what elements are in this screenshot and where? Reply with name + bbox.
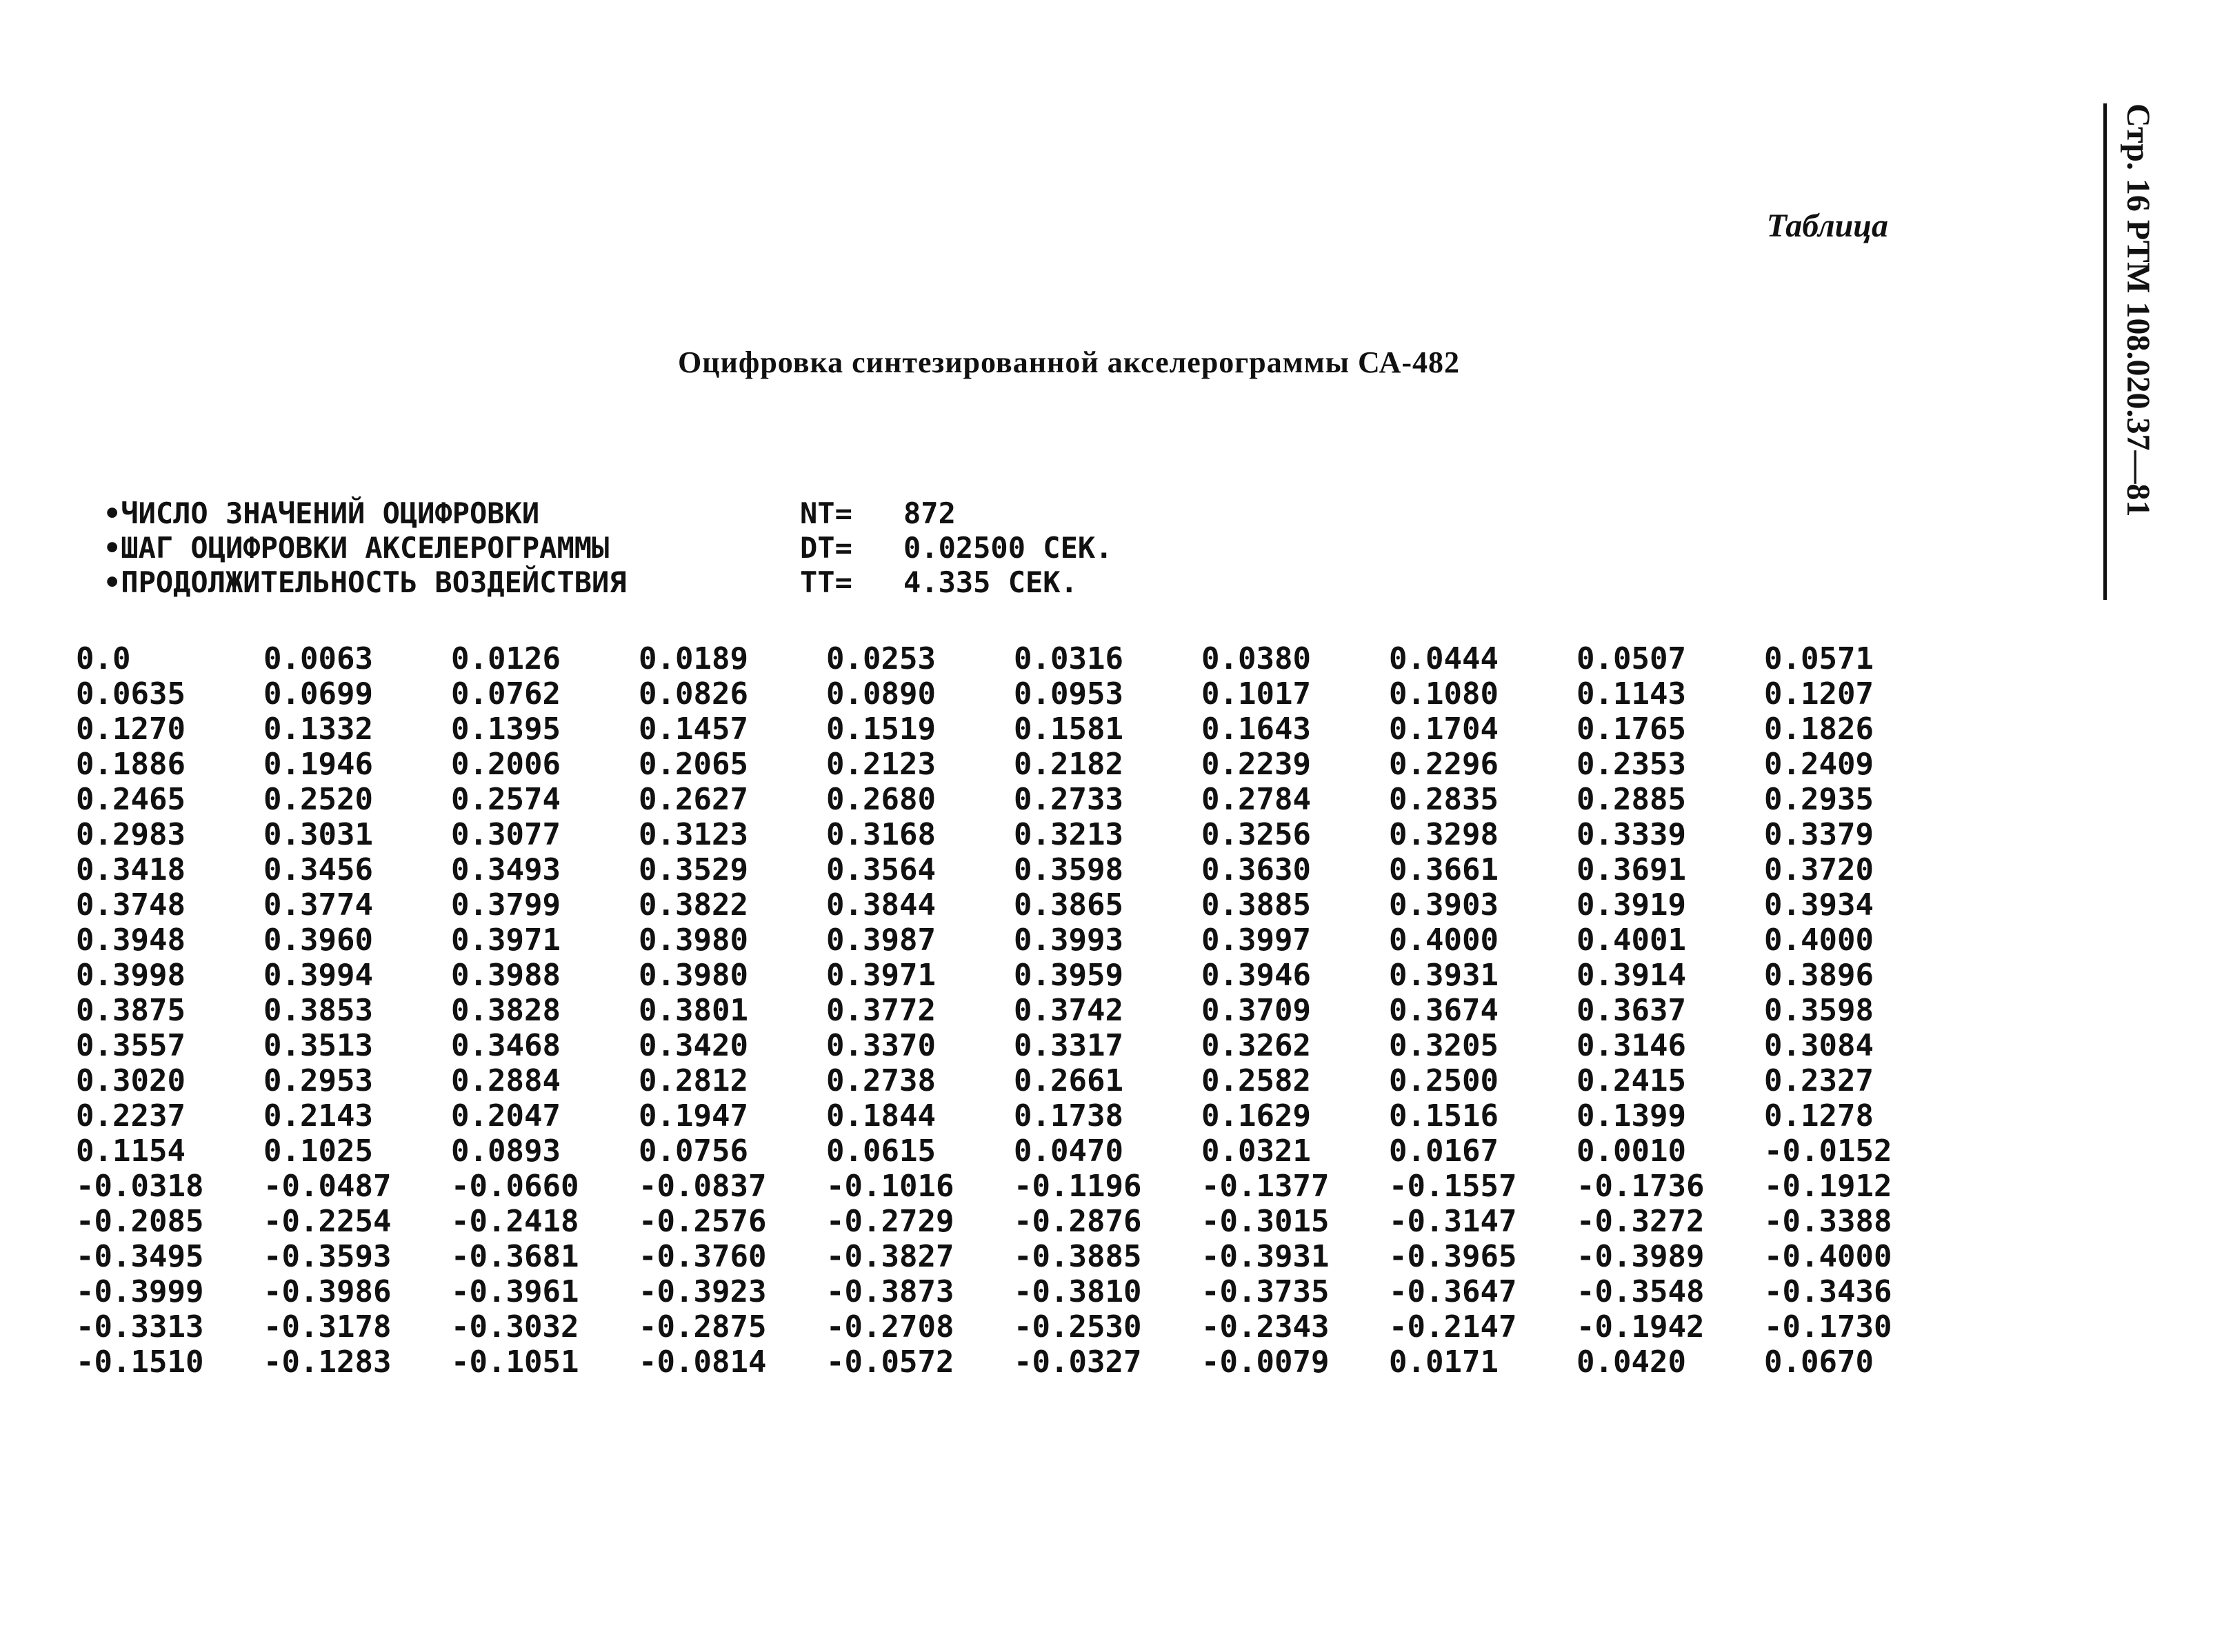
table-cell: 0.1207: [1764, 676, 1874, 712]
table-cell: 0.3931: [1389, 958, 1499, 993]
table-cell: 0.3262: [1201, 1028, 1311, 1063]
table-cell: 0.1399: [1576, 1098, 1686, 1134]
table-cell: -0.1283: [263, 1344, 392, 1380]
table-cell: -0.1942: [1576, 1309, 1705, 1344]
table-cell: -0.3810: [1014, 1274, 1142, 1309]
table-row: [76, 1239, 1952, 1274]
table-cell: 0.0010: [1576, 1134, 1686, 1169]
table-cell: 0.1516: [1389, 1098, 1499, 1134]
table-cell: 0.2582: [1201, 1063, 1311, 1098]
table-cell: 0.0171: [1389, 1344, 1499, 1380]
table-cell: -0.3548: [1576, 1274, 1705, 1309]
table-row: [76, 676, 1952, 712]
table-cell: -0.0318: [76, 1169, 204, 1204]
table-cell: -0.3999: [76, 1274, 204, 1309]
table-cell: 0.3988: [451, 958, 561, 993]
table-cell: 0.2738: [826, 1063, 936, 1098]
table-cell: 0.3674: [1389, 993, 1499, 1028]
table-cell: 0.3959: [1014, 958, 1123, 993]
table-row: [76, 641, 1952, 676]
table-cell: 0.3748: [76, 887, 186, 923]
table-cell: 0.1332: [263, 712, 373, 747]
table-cell: 0.2237: [76, 1098, 186, 1134]
table-cell: 0.2296: [1389, 747, 1499, 782]
table-cell: 0.1765: [1576, 712, 1686, 747]
table-cell: -0.3986: [263, 1274, 392, 1309]
table-cell: 0.1017: [1201, 676, 1311, 712]
table-cell: 0.3896: [1764, 958, 1874, 993]
table-cell: 0.2465: [76, 782, 186, 817]
table-cell: 0.3146: [1576, 1028, 1686, 1063]
table-cell: 0.3557: [76, 1028, 186, 1063]
table-cell: 0.0670: [1764, 1344, 1874, 1380]
table-row: [76, 852, 1952, 887]
table-row: [76, 1098, 1952, 1134]
table-cell: 0.2884: [451, 1063, 561, 1098]
table-cell: -0.3961: [451, 1274, 579, 1309]
param-row-step: [103, 531, 1112, 565]
table-cell: 0.2409: [1764, 747, 1874, 782]
table-row: [76, 887, 1952, 923]
table-cell: 0.3997: [1201, 923, 1311, 958]
table-cell: 0.0189: [639, 641, 748, 676]
table-cell: -0.4000: [1764, 1239, 1892, 1274]
table-cell: -0.3989: [1576, 1239, 1705, 1274]
table-row: [76, 1344, 1952, 1380]
table-cell: 0.1581: [1014, 712, 1123, 747]
table-cell: 0.3993: [1014, 923, 1123, 958]
table-cell: 0.0: [76, 641, 131, 676]
table-cell: 0.4000: [1764, 923, 1874, 958]
table-cell: 0.2574: [451, 782, 561, 817]
table-cell: -0.2876: [1014, 1204, 1142, 1239]
table-cell: 0.2143: [263, 1098, 373, 1134]
table-cell: 0.0826: [639, 676, 748, 712]
table-cell: 0.2661: [1014, 1063, 1123, 1098]
parameters-block: [103, 496, 1112, 600]
table-cell: 0.3971: [451, 923, 561, 958]
table-cell: -0.1912: [1764, 1169, 1892, 1204]
table-row: [76, 712, 1952, 747]
table-cell: 0.2953: [263, 1063, 373, 1098]
table-cell: -0.1377: [1201, 1169, 1330, 1204]
table-cell: 0.2935: [1764, 782, 1874, 817]
table-row: [76, 1134, 1952, 1169]
table-cell: -0.0572: [826, 1344, 954, 1380]
table-cell: -0.1016: [826, 1169, 954, 1204]
table-cell: 0.0126: [451, 641, 561, 676]
table-cell: 0.0063: [263, 641, 373, 676]
table-row: [76, 1169, 1952, 1204]
table-cell: 0.3934: [1764, 887, 1874, 923]
table-cell: 0.2353: [1576, 747, 1686, 782]
table-cell: 0.3720: [1764, 852, 1874, 887]
table-cell: 0.1844: [826, 1098, 936, 1134]
table-cell: -0.2418: [451, 1204, 579, 1239]
table-cell: 0.3774: [263, 887, 373, 923]
table-cell: 0.3339: [1576, 817, 1686, 852]
table-cell: -0.2530: [1014, 1309, 1142, 1344]
values-table: [76, 641, 1952, 1380]
table-cell: 0.0321: [1201, 1134, 1311, 1169]
table-row: [76, 993, 1952, 1028]
table-cell: 0.1629: [1201, 1098, 1311, 1134]
table-cell: 0.3914: [1576, 958, 1686, 993]
table-cell: -0.2729: [826, 1204, 954, 1239]
table-cell: 0.1278: [1764, 1098, 1874, 1134]
table-row: [76, 1063, 1952, 1098]
table-cell: 0.3844: [826, 887, 936, 923]
table-cell: -0.3313: [76, 1309, 204, 1344]
table-cell: -0.3388: [1764, 1204, 1892, 1239]
table-cell: 0.3370: [826, 1028, 936, 1063]
table-cell: 0.3598: [1014, 852, 1123, 887]
table-cell: -0.3436: [1764, 1274, 1892, 1309]
table-cell: 0.2500: [1389, 1063, 1499, 1098]
table-cell: 0.3946: [1201, 958, 1311, 993]
table-cell: 0.0470: [1014, 1134, 1123, 1169]
table-cell: 0.2885: [1576, 782, 1686, 817]
table-row: [76, 958, 1952, 993]
table-cell: -0.2147: [1389, 1309, 1517, 1344]
table-cell: 0.2239: [1201, 747, 1311, 782]
table-cell: -0.3965: [1389, 1239, 1517, 1274]
table-cell: -0.3681: [451, 1239, 579, 1274]
table-cell: 0.3801: [639, 993, 748, 1028]
table-cell: 0.1946: [263, 747, 373, 782]
table-cell: 0.3971: [826, 958, 936, 993]
table-cell: 0.0507: [1576, 641, 1686, 676]
table-row: [76, 1274, 1952, 1309]
table-cell: 0.2784: [1201, 782, 1311, 817]
table-cell: -0.3827: [826, 1239, 954, 1274]
table-cell: -0.0814: [639, 1344, 767, 1380]
table-cell: -0.3923: [639, 1274, 767, 1309]
table-cell: 0.4001: [1576, 923, 1686, 958]
table-cell: 0.3772: [826, 993, 936, 1028]
table-cell: -0.3147: [1389, 1204, 1517, 1239]
table-cell: 0.3205: [1389, 1028, 1499, 1063]
table-cell: -0.3760: [639, 1239, 767, 1274]
table-cell: 0.3123: [639, 817, 748, 852]
table-cell: 0.1886: [76, 747, 186, 782]
table-row: [76, 923, 1952, 958]
table-cell: 0.3637: [1576, 993, 1686, 1028]
table-cell: 0.3960: [263, 923, 373, 958]
document-title: Оцифровка синтезированной акселерограммы СА-482: [677, 345, 1461, 379]
table-cell: 0.2733: [1014, 782, 1123, 817]
table-cell: 0.1270: [76, 712, 186, 747]
table-cell: 0.3493: [451, 852, 561, 887]
table-cell: 0.1643: [1201, 712, 1311, 747]
table-row: [76, 747, 1952, 782]
table-cell: 0.1143: [1576, 676, 1686, 712]
param-key: TT=: [800, 565, 852, 599]
table-cell: 0.2182: [1014, 747, 1123, 782]
table-cell: 0.3529: [639, 852, 748, 887]
table-cell: 0.2006: [451, 747, 561, 782]
table-cell: -0.1051: [451, 1344, 579, 1380]
table-cell: -0.3272: [1576, 1204, 1705, 1239]
table-cell: 0.3420: [639, 1028, 748, 1063]
table-cell: 0.0756: [639, 1134, 748, 1169]
table-cell: 0.2812: [639, 1063, 748, 1098]
table-cell: 0.1519: [826, 712, 936, 747]
table-cell: 0.3168: [826, 817, 936, 852]
table-cell: 0.3709: [1201, 993, 1311, 1028]
table-cell: -0.3885: [1014, 1239, 1142, 1274]
table-cell: 0.2047: [451, 1098, 561, 1134]
table-cell: 0.1826: [1764, 712, 1874, 747]
table-cell: 0.3630: [1201, 852, 1311, 887]
table-cell: 0.1704: [1389, 712, 1499, 747]
table-cell: 0.3468: [451, 1028, 561, 1063]
table-cell: 0.0316: [1014, 641, 1123, 676]
table-cell: 0.3865: [1014, 887, 1123, 923]
table-row: [76, 782, 1952, 817]
table-cell: -0.2875: [639, 1309, 767, 1344]
table-cell: 0.1738: [1014, 1098, 1123, 1134]
table-cell: 0.3948: [76, 923, 186, 958]
table-cell: -0.1730: [1764, 1309, 1892, 1344]
table-cell: 0.3980: [639, 958, 748, 993]
table-cell: -0.0079: [1201, 1344, 1330, 1380]
param-value: 4.335 СЕК.: [903, 565, 1078, 599]
table-cell: 0.3564: [826, 852, 936, 887]
table-cell: -0.0660: [451, 1169, 579, 1204]
table-cell: 0.3456: [263, 852, 373, 887]
table-cell: 0.3084: [1764, 1028, 1874, 1063]
table-cell: -0.2085: [76, 1204, 204, 1239]
table-cell: 0.3919: [1576, 887, 1686, 923]
table-cell: 0.2327: [1764, 1063, 1874, 1098]
table-cell: -0.0152: [1764, 1134, 1892, 1169]
table-cell: 0.3020: [76, 1063, 186, 1098]
table-cell: 0.3691: [1576, 852, 1686, 887]
table-cell: 0.3317: [1014, 1028, 1123, 1063]
table-cell: 0.0444: [1389, 641, 1499, 676]
param-label: •ШАГ ОЦИФРОВКИ АКСЕЛЕРОГРАММЫ: [103, 531, 610, 565]
table-cell: -0.3015: [1201, 1204, 1330, 1239]
table-cell: -0.3647: [1389, 1274, 1517, 1309]
table-row: [76, 1028, 1952, 1063]
table-cell: -0.0327: [1014, 1344, 1142, 1380]
table-cell: 0.2123: [826, 747, 936, 782]
table-cell: -0.3495: [76, 1239, 204, 1274]
table-cell: 0.3661: [1389, 852, 1499, 887]
table-cell: 0.0890: [826, 676, 936, 712]
table-cell: -0.3873: [826, 1274, 954, 1309]
table-cell: 0.2520: [263, 782, 373, 817]
table-cell: 0.3998: [76, 958, 186, 993]
table-cell: -0.3735: [1201, 1274, 1330, 1309]
table-cell: 0.2065: [639, 747, 748, 782]
param-value: 0.02500 СЕК.: [903, 531, 1113, 565]
table-cell: -0.2708: [826, 1309, 954, 1344]
table-cell: 0.0380: [1201, 641, 1311, 676]
table-cell: 0.0953: [1014, 676, 1123, 712]
table-cell: 0.0893: [451, 1134, 561, 1169]
table-cell: 0.3822: [639, 887, 748, 923]
table-cell: 0.3980: [639, 923, 748, 958]
table-cell: 0.3031: [263, 817, 373, 852]
table-cell: 0.3853: [263, 993, 373, 1028]
param-key: NT=: [800, 496, 852, 530]
table-cell: 0.3418: [76, 852, 186, 887]
table-cell: -0.2343: [1201, 1309, 1330, 1344]
param-row-duration: [103, 565, 1112, 600]
table-cell: 0.3742: [1014, 993, 1123, 1028]
table-cell: 0.3903: [1389, 887, 1499, 923]
table-cell: 0.1080: [1389, 676, 1499, 712]
table-cell: 0.3828: [451, 993, 561, 1028]
param-value: 872: [903, 496, 956, 530]
table-cell: 0.3513: [263, 1028, 373, 1063]
table-cell: 0.1395: [451, 712, 561, 747]
table-cell: 0.3875: [76, 993, 186, 1028]
table-cell: 0.3298: [1389, 817, 1499, 852]
table-cell: -0.3593: [263, 1239, 392, 1274]
table-cell: 0.1025: [263, 1134, 373, 1169]
param-key: DT=: [800, 531, 852, 565]
table-cell: 0.0571: [1764, 641, 1874, 676]
table-row: [76, 817, 1952, 852]
param-row-count: [103, 496, 1112, 531]
param-label: •ПРОДОЛЖИТЕЛЬНОСТЬ ВОЗДЕЙСТВИЯ: [103, 565, 627, 599]
table-cell: 0.3987: [826, 923, 936, 958]
table-cell: 0.3799: [451, 887, 561, 923]
table-cell: -0.3178: [263, 1309, 392, 1344]
table-cell: -0.2576: [639, 1204, 767, 1239]
table-cell: 0.3885: [1201, 887, 1311, 923]
table-cell: 0.2627: [639, 782, 748, 817]
table-cell: -0.1510: [76, 1344, 204, 1380]
table-cell: -0.1736: [1576, 1169, 1705, 1204]
table-row: [76, 1309, 1952, 1344]
table-cell: 0.0635: [76, 676, 186, 712]
table-row: [76, 1204, 1952, 1239]
table-label: Таблица: [1766, 208, 1888, 244]
page-side-header: Стр. 16 РТМ 108.020.37—81: [2103, 103, 2162, 600]
table-cell: 0.0762: [451, 676, 561, 712]
table-cell: -0.3931: [1201, 1239, 1330, 1274]
table-cell: -0.1196: [1014, 1169, 1142, 1204]
table-cell: -0.1557: [1389, 1169, 1517, 1204]
table-cell: 0.3077: [451, 817, 561, 852]
table-cell: -0.2254: [263, 1204, 392, 1239]
table-cell: 0.3256: [1201, 817, 1311, 852]
table-cell: 0.4000: [1389, 923, 1499, 958]
table-cell: 0.2835: [1389, 782, 1499, 817]
table-cell: 0.0167: [1389, 1134, 1499, 1169]
table-cell: 0.1947: [639, 1098, 748, 1134]
table-cell: 0.2983: [76, 817, 186, 852]
table-cell: 0.0420: [1576, 1344, 1686, 1380]
table-cell: -0.0487: [263, 1169, 392, 1204]
table-cell: 0.0699: [263, 676, 373, 712]
table-cell: 0.0253: [826, 641, 936, 676]
table-cell: 0.0615: [826, 1134, 936, 1169]
table-cell: -0.3032: [451, 1309, 579, 1344]
table-cell: 0.2415: [1576, 1063, 1686, 1098]
table-cell: 0.3994: [263, 958, 373, 993]
table-cell: 0.2680: [826, 782, 936, 817]
table-cell: 0.1457: [639, 712, 748, 747]
table-cell: 0.3379: [1764, 817, 1874, 852]
table-cell: -0.0837: [639, 1169, 767, 1204]
table-cell: 0.3213: [1014, 817, 1123, 852]
param-label: •ЧИСЛО ЗНАЧЕНИЙ ОЦИФРОВКИ: [103, 496, 540, 530]
table-cell: 0.3598: [1764, 993, 1874, 1028]
table-cell: 0.1154: [76, 1134, 186, 1169]
